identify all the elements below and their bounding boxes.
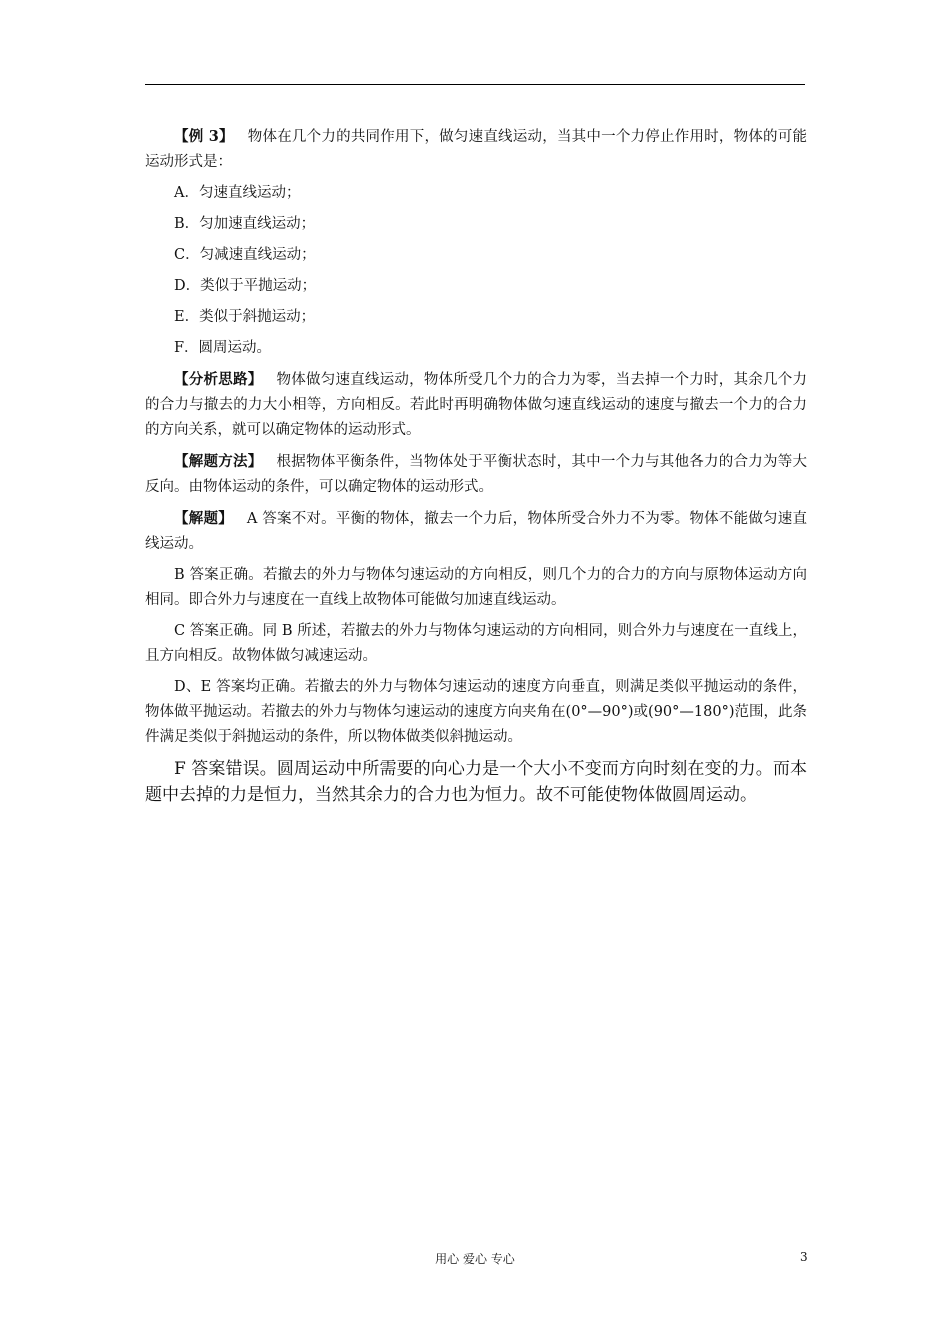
solution-paragraph-c: C 答案正确。同 B 所述，若撤去的外力与物体匀速运动的方向相同，则合外力与速度在一直线上，且方向相反。故物体做匀减速运动。: [145, 623, 807, 664]
option-b: B．匀加速直线运动；: [174, 216, 316, 232]
method-text: 根据物体平衡条件，当物体处于平衡状态时，其中一个力与其他各力的合力为等大反向。由物体运动的条件，可以确定物体的运动形式。: [145, 454, 808, 495]
solution-paragraph-b: B 答案正确。若撤去的外力与物体匀速运动的方向相反，则几个力的合力的方向与原物体运动方向相同。即合外力与速度在一直线上故物体可能做匀加速直线运动。: [145, 567, 807, 608]
solution-paragraph-a: [145, 506, 807, 557]
analysis-text: 物体做匀速直线运动，物体所受几个力的合力为零，当去掉一个力时，其余几个力的合力与撤去的力大小相等，方向相反。若此时再明确物体做匀速直线运动的速度与撤去一个力的合力的方向关系，就可以确定物体的运动形式。: [145, 372, 808, 438]
option-d: D．类似于平抛运动；: [174, 278, 317, 294]
option-c: C．匀减速直线运动；: [174, 247, 316, 263]
solution-tag: 【解题】: [174, 510, 233, 527]
solution-a-text: A 答案不对。平衡的物体，撤去一个力后，物体所受合外力不为零。物体不能做匀速直线运动。: [145, 511, 808, 552]
method-paragraph: [145, 449, 807, 500]
method-tag: 【解题方法】: [174, 453, 263, 470]
solution-paragraph-f: F 答案错误。圆周运动中所需要的向心力是一个大小不变而方向时刻在变的力。而本题中去掉的力是恒力，当然其余力的合力也为恒力。故不可能使物体做圆周运动。: [145, 759, 807, 805]
header-rule: [145, 84, 805, 85]
option-e: E．类似于斜抛运动；: [174, 309, 316, 325]
option-a: A．匀速直线运动；: [174, 185, 301, 201]
option-f: F．圆周运动。: [174, 340, 272, 356]
analysis-paragraph: [145, 367, 807, 443]
example-stem: [145, 124, 807, 175]
document-body: [145, 124, 807, 814]
example-stem-text: 物体在几个力的共同作用下，做匀速直线运动，当其中一个力停止作用时，物体的可能运动形式是：: [145, 129, 808, 170]
footer-motto: 用心 爱心 专心: [435, 1252, 515, 1266]
analysis-tag: 【分析思路】: [174, 371, 263, 388]
page-number: 3: [800, 1250, 808, 1264]
solution-paragraph-de: D、E 答案均正确。若撤去的外力与物体匀速运动的速度方向垂直，则满足类似平抛运动的条件，物体做平抛运动。若撤去的外力与物体匀速运动的速度方向夹角在(0°—90°)或(90°—180°)范围，此条件满足类似于斜抛运动的条件，所以物体做类似斜抛运动。: [145, 679, 807, 745]
example-tag: 【例 3】: [174, 128, 234, 145]
